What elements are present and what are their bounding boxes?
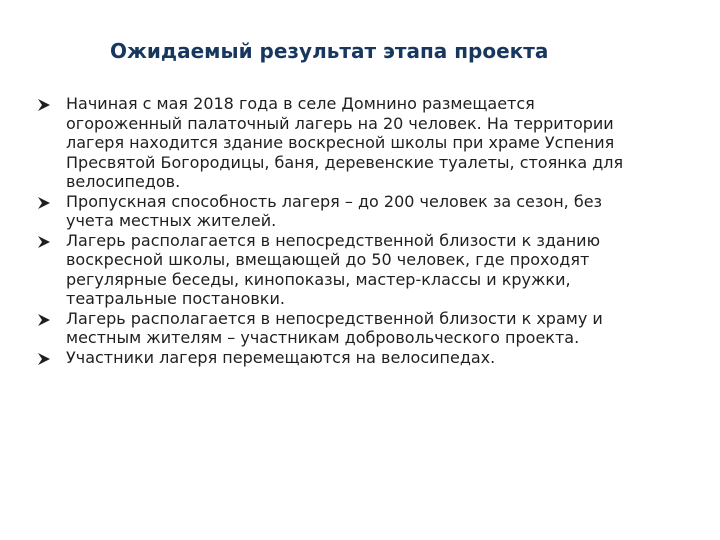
list-item <box>36 231 696 309</box>
bullet-text: Пропускная способность лагеря – до 200 человек за сезон, без учета местных жителей. <box>66 191 603 230</box>
arrow-check-bullet-icon <box>36 195 52 211</box>
arrow-check-bullet-icon <box>36 351 52 367</box>
bullet-text: Участники лагеря перемещаются на велосипедах. <box>66 347 496 367</box>
slide-title: Ожидаемый результат этапа проекта <box>110 39 549 63</box>
arrow-check-bullet-icon <box>36 312 52 328</box>
list-item <box>36 348 696 368</box>
list-item <box>36 192 696 231</box>
bullet-text: Лагерь располагается в непосредственной близости к зданию воскресной школы, вмещающей до 50 человек, где проходят регулярные беседы, кинопоказы, мастер-классы и кружки, театральные постановки. <box>66 230 601 308</box>
list-item <box>36 94 696 192</box>
bullet-list <box>36 94 696 367</box>
arrow-check-bullet-icon <box>36 234 52 250</box>
bullet-text: Начиная с мая 2018 года в селе Домнино размещается огороженный палаточный лагерь на 20 человек. На территории лагеря находится здание воскресной школы при храме Успения Пресвятой Богородицы, баня, деревенские туалеты, стоянка для велосипедов. <box>66 94 624 191</box>
list-item <box>36 309 696 348</box>
bullet-text: Лагерь располагается в непосредственной близости к храму и местным жителям – участникам добровольческого проекта. <box>66 308 603 347</box>
arrow-check-bullet-icon <box>36 97 52 113</box>
